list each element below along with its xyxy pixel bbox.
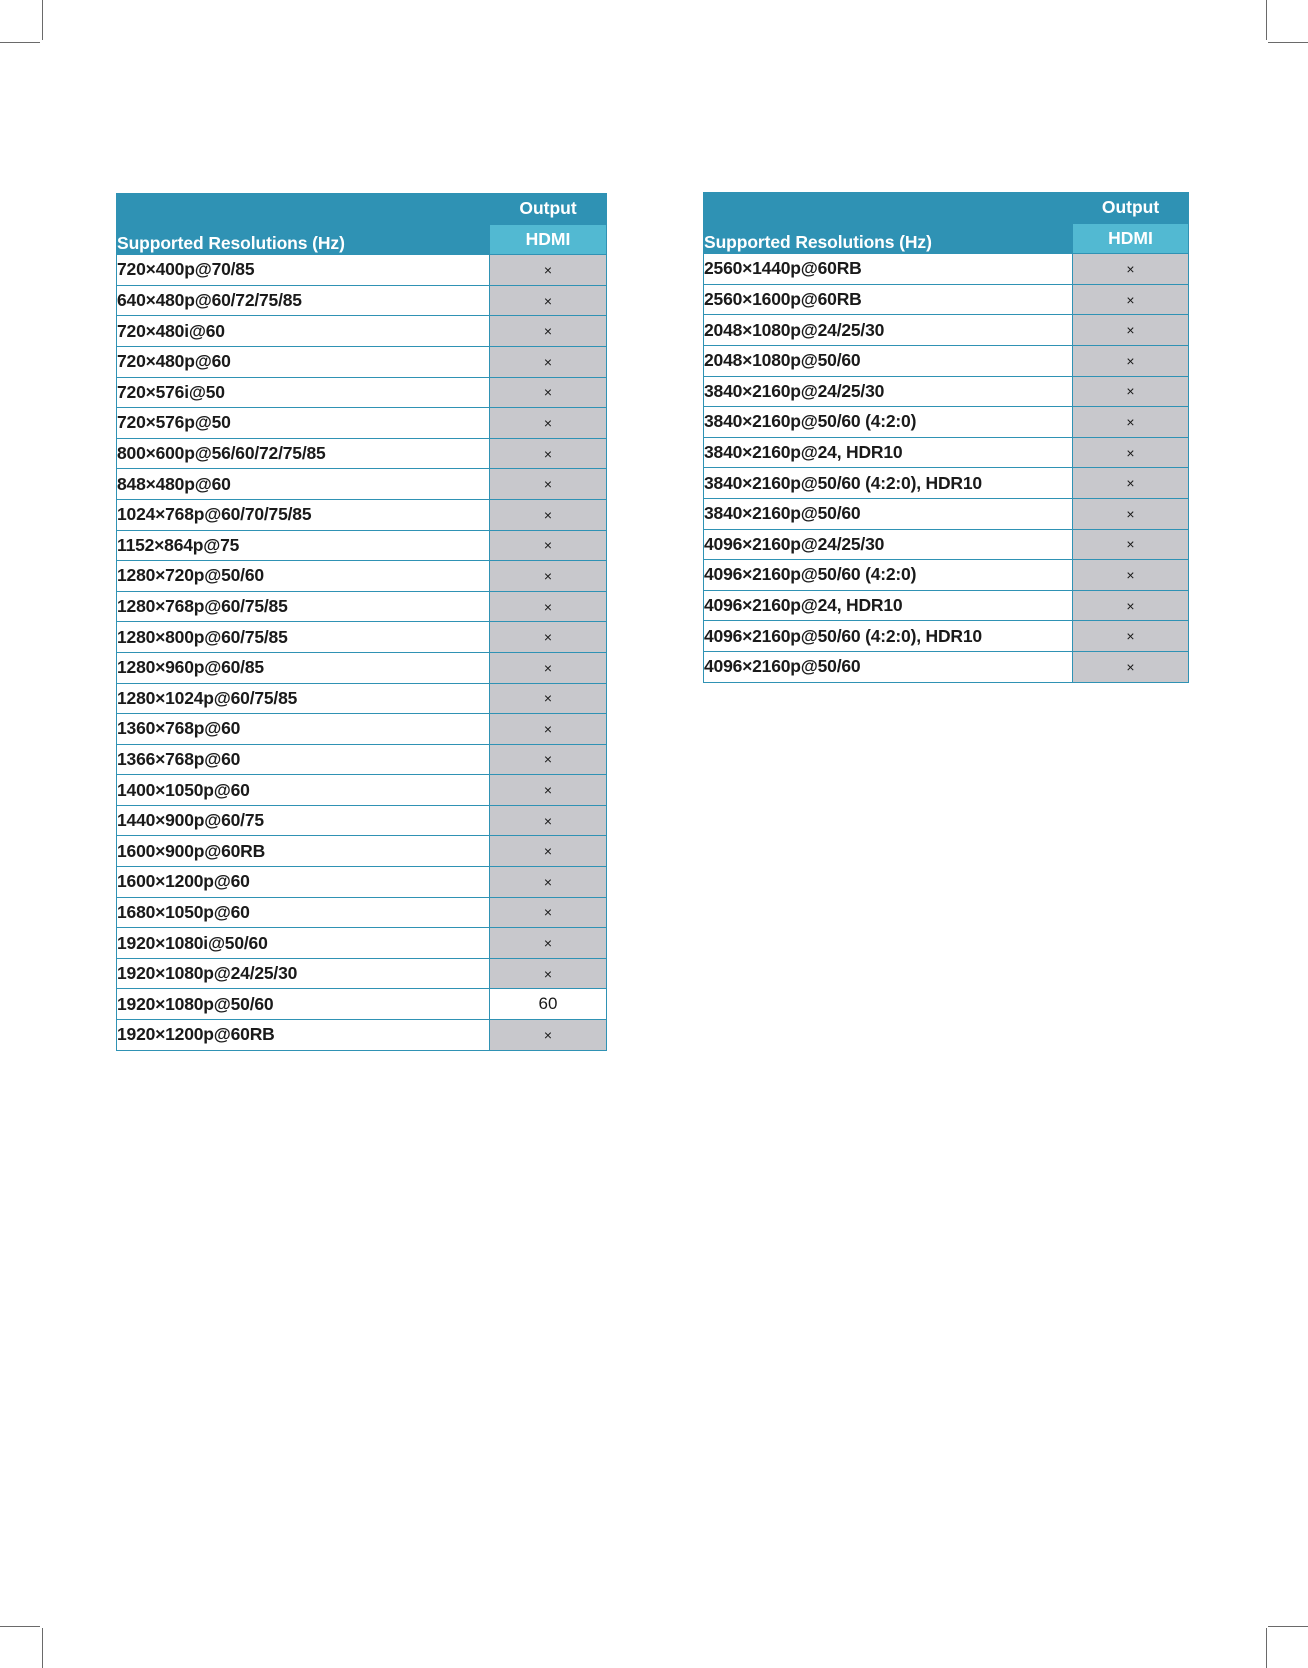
resolution-cell: 2560×1600p@60RB [704, 284, 1073, 315]
resolution-cell: 2048×1080p@50/60 [704, 345, 1073, 376]
resolution-cell: 2048×1080p@24/25/30 [704, 315, 1073, 346]
crop-mark [1266, 0, 1267, 40]
table-row [117, 591, 607, 622]
resolution-cell: 720×480i@60 [117, 316, 490, 347]
table-body [704, 254, 1189, 682]
resolution-cell: 1152×864p@75 [117, 530, 490, 561]
resolution-cell: 4096×2160p@50/60 [704, 651, 1073, 682]
resolution-cell: 3840×2160p@50/60 [704, 498, 1073, 529]
resolution-cell: 1280×1024p@60/75/85 [117, 683, 490, 714]
hdmi-value-cell: × [490, 744, 607, 775]
hdmi-value-cell: × [1073, 254, 1189, 285]
hdmi-value-cell: × [1073, 284, 1189, 315]
table-row [117, 469, 607, 500]
resolution-cell: 1920×1080i@50/60 [117, 928, 490, 959]
table-row [117, 622, 607, 653]
hdmi-value-cell: × [490, 958, 607, 989]
crop-mark [1268, 42, 1308, 43]
resolution-cell: 1920×1200p@60RB [117, 1020, 490, 1051]
hdmi-value-cell: × [490, 867, 607, 898]
hdmi-value-cell: × [1073, 529, 1189, 560]
resolution-cell: 3840×2160p@50/60 (4:2:0) [704, 407, 1073, 438]
resolution-table-right [703, 192, 1189, 683]
table-row [117, 285, 607, 316]
table-row [704, 315, 1189, 346]
table-row [117, 346, 607, 377]
table-row [704, 345, 1189, 376]
hdmi-value-cell: × [490, 683, 607, 714]
output-header: Output [490, 194, 607, 225]
hdmi-value-cell: × [490, 469, 607, 500]
table-row [117, 775, 607, 806]
table-row [704, 621, 1189, 652]
crop-mark [1268, 1626, 1308, 1627]
hdmi-value-cell: × [490, 316, 607, 347]
table-row [704, 284, 1189, 315]
table-row [117, 683, 607, 714]
table-row [704, 468, 1189, 499]
table-row [117, 652, 607, 683]
table-row [117, 316, 607, 347]
hdmi-value-cell: × [490, 255, 607, 286]
hdmi-value-cell: × [490, 346, 607, 377]
hdmi-value-cell: × [490, 530, 607, 561]
resolution-cell: 1366×768p@60 [117, 744, 490, 775]
table-row [704, 498, 1189, 529]
table-row [704, 407, 1189, 438]
resolution-cell: 1680×1050p@60 [117, 897, 490, 928]
hdmi-value-cell: × [1073, 590, 1189, 621]
hdmi-value-cell: × [1073, 621, 1189, 652]
resolution-cell: 800×600p@56/60/72/75/85 [117, 438, 490, 469]
resolution-cell: 1920×1080p@24/25/30 [117, 958, 490, 989]
table-row [117, 530, 607, 561]
output-header: Output [1073, 193, 1189, 224]
resolution-cell: 1280×720p@50/60 [117, 561, 490, 592]
resolution-cell: 1600×1200p@60 [117, 867, 490, 898]
table-title: Supported Resolutions (Hz) [117, 194, 490, 255]
table-row [117, 989, 607, 1020]
resolution-cell: 720×400p@70/85 [117, 255, 490, 286]
table-row [117, 438, 607, 469]
table-title: Supported Resolutions (Hz) [704, 193, 1073, 254]
table-row [117, 928, 607, 959]
hdmi-value-cell: × [490, 775, 607, 806]
table-row [117, 1020, 607, 1051]
hdmi-value-cell: × [490, 652, 607, 683]
resolution-cell: 1360×768p@60 [117, 714, 490, 745]
resolution-cell: 848×480p@60 [117, 469, 490, 500]
crop-mark [0, 42, 40, 43]
table-row [704, 254, 1189, 285]
hdmi-value-cell: × [490, 622, 607, 653]
table-row [704, 560, 1189, 591]
table-row [117, 897, 607, 928]
table-row [117, 958, 607, 989]
resolution-cell: 720×576p@50 [117, 408, 490, 439]
crop-mark [42, 1628, 43, 1668]
hdmi-value-cell: × [1073, 376, 1189, 407]
hdmi-value-cell: × [490, 714, 607, 745]
hdmi-value-cell: × [490, 438, 607, 469]
hdmi-header: HDMI [1073, 223, 1189, 254]
table-row [704, 590, 1189, 621]
hdmi-value-cell: × [490, 591, 607, 622]
table-row [704, 376, 1189, 407]
resolution-cell: 4096×2160p@50/60 (4:2:0), HDR10 [704, 621, 1073, 652]
resolution-cell: 3840×2160p@50/60 (4:2:0), HDR10 [704, 468, 1073, 499]
crop-mark [0, 1626, 40, 1627]
hdmi-value-cell: × [1073, 468, 1189, 499]
hdmi-value-cell: × [1073, 345, 1189, 376]
crop-mark [1266, 1628, 1267, 1668]
hdmi-value-cell: × [1073, 651, 1189, 682]
resolution-cell: 720×576i@50 [117, 377, 490, 408]
resolution-cell: 1280×768p@60/75/85 [117, 591, 490, 622]
hdmi-value-cell: × [1073, 315, 1189, 346]
hdmi-value-cell: × [490, 836, 607, 867]
table-row [117, 714, 607, 745]
table-row [117, 561, 607, 592]
hdmi-value-cell: × [490, 408, 607, 439]
hdmi-value-cell: × [490, 377, 607, 408]
resolution-table-left [116, 193, 607, 1051]
table-row [704, 529, 1189, 560]
table-row [117, 867, 607, 898]
resolution-cell: 4096×2160p@24, HDR10 [704, 590, 1073, 621]
resolution-cell: 1440×900p@60/75 [117, 805, 490, 836]
hdmi-value-cell: 60 [490, 989, 607, 1020]
table-row [117, 255, 607, 286]
resolution-cell: 720×480p@60 [117, 346, 490, 377]
resolution-cell: 1600×900p@60RB [117, 836, 490, 867]
resolution-cell: 4096×2160p@24/25/30 [704, 529, 1073, 560]
table-row [704, 437, 1189, 468]
resolution-cell: 4096×2160p@50/60 (4:2:0) [704, 560, 1073, 591]
resolution-cell: 1400×1050p@60 [117, 775, 490, 806]
hdmi-value-cell: × [1073, 437, 1189, 468]
hdmi-value-cell: × [490, 499, 607, 530]
resolution-cell: 1024×768p@60/70/75/85 [117, 499, 490, 530]
hdmi-value-cell: × [490, 285, 607, 316]
table-row [117, 836, 607, 867]
crop-mark [42, 0, 43, 40]
table-row [117, 744, 607, 775]
table-body [117, 255, 607, 1050]
table-row [117, 499, 607, 530]
hdmi-value-cell: × [490, 897, 607, 928]
hdmi-value-cell: × [490, 561, 607, 592]
hdmi-value-cell: × [490, 805, 607, 836]
resolution-cell: 640×480p@60/72/75/85 [117, 285, 490, 316]
resolution-cell: 3840×2160p@24, HDR10 [704, 437, 1073, 468]
hdmi-value-cell: × [490, 1020, 607, 1051]
resolution-cell: 1280×800p@60/75/85 [117, 622, 490, 653]
resolution-cell: 2560×1440p@60RB [704, 254, 1073, 285]
hdmi-value-cell: × [1073, 498, 1189, 529]
table-row [117, 805, 607, 836]
table-row [117, 377, 607, 408]
table-row [117, 408, 607, 439]
table-row [704, 651, 1189, 682]
resolution-cell: 1920×1080p@50/60 [117, 989, 490, 1020]
resolution-cell: 1280×960p@60/85 [117, 652, 490, 683]
hdmi-value-cell: × [1073, 560, 1189, 591]
hdmi-value-cell: × [490, 928, 607, 959]
hdmi-value-cell: × [1073, 407, 1189, 438]
hdmi-header: HDMI [490, 224, 607, 255]
resolution-cell: 3840×2160p@24/25/30 [704, 376, 1073, 407]
